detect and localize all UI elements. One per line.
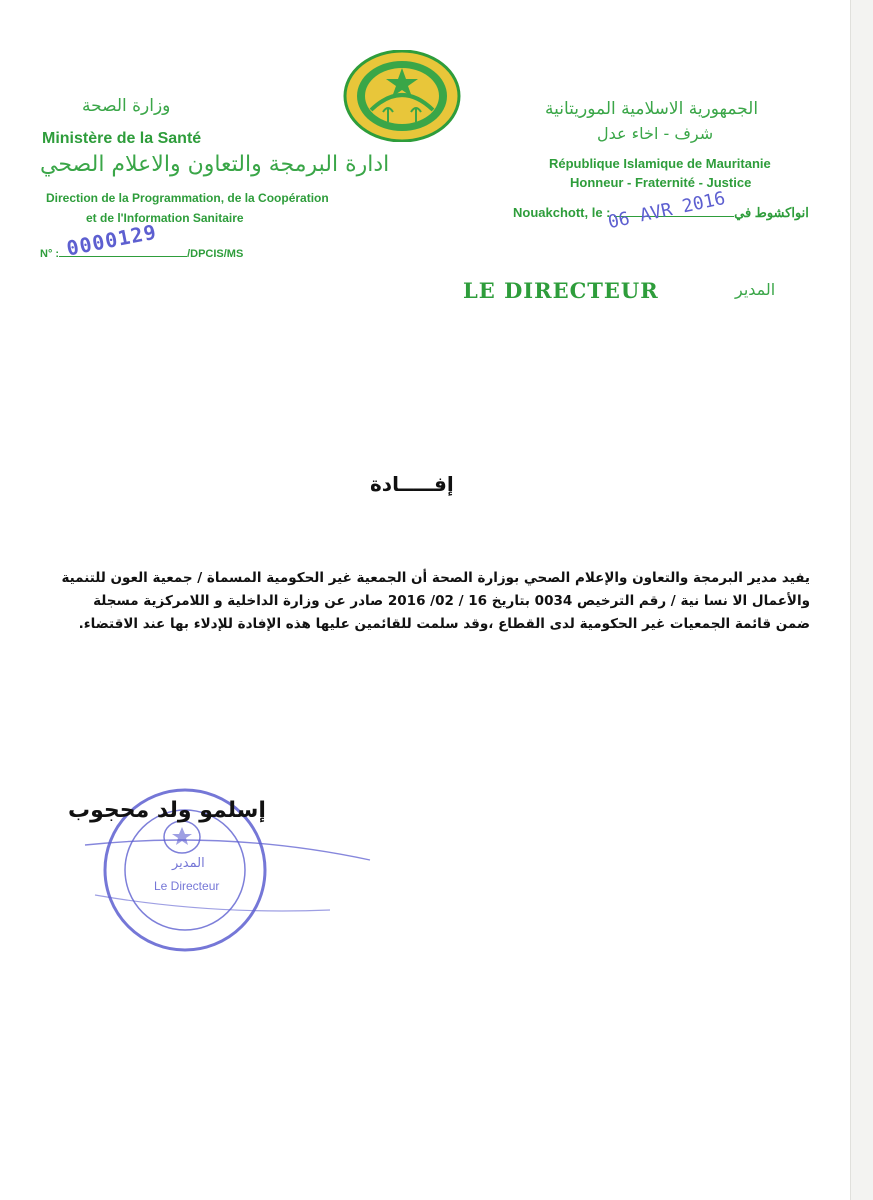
- signatory-name: إسلمو ولد محجوب: [68, 798, 266, 823]
- city-french: Nouakchott, le :: [513, 205, 611, 220]
- body-line: يفيد مدير البرمجة والتعاون والإعلام الصحي بوزارة الصحة أن الجمعية غير الحكومية المسماة / جمعية العون للتنمية: [61, 570, 810, 586]
- document-body: [61, 567, 810, 636]
- motto-french: Honneur - Fraternité - Justice: [570, 175, 752, 190]
- city-arabic: انواكشوط في: [734, 205, 809, 220]
- body-line: ضمن قائمة الجمعيات غير الحكومية لدى القطاع ،وقد سلمت للقائمين عليها هذه الإفادة للإدلاء بها عند الاقتضاء.: [78, 616, 810, 632]
- document-heading: إفـــــادة: [370, 472, 454, 496]
- reference-number-suffix: /DPCIS/MS: [187, 248, 244, 260]
- date-stamp: 06 AVR 2016: [606, 187, 728, 234]
- ministry-french: Ministère de la Santé: [42, 130, 202, 147]
- directorate-french-line1: Direction de la Programmation, de la Coopération: [46, 191, 329, 205]
- body-line: والأعمال الا نسا نية / رقم الترخيص 0034 بتاريخ 16 / 02/ 2016 صادر عن وزارة الداخلية و اللامركزية مسجلة: [93, 593, 810, 609]
- directorate-french-line2: et de l'Information Sanitaire: [86, 211, 244, 225]
- reference-number-stamp: 0000129: [64, 219, 159, 261]
- ministry-arabic: وزارة الصحة: [82, 96, 171, 116]
- national-emblem-icon: [343, 50, 461, 142]
- director-title-arabic: المدير: [735, 280, 776, 299]
- motto-arabic: شرف - اخاء عدل: [597, 124, 714, 143]
- republic-arabic: الجمهورية الاسلامية الموريتانية: [545, 99, 759, 119]
- republic-french: République Islamique de Mauritanie: [549, 156, 771, 171]
- director-title-french: LE DIRECTEUR: [463, 278, 659, 303]
- reference-number-prefix: N° :: [40, 248, 60, 260]
- stamp-center-arabic: المدير: [172, 856, 205, 871]
- directorate-arabic: ادارة البرمجة والتعاون والاعلام الصحي: [40, 152, 390, 177]
- stamp-center-french: Le Directeur: [154, 879, 220, 893]
